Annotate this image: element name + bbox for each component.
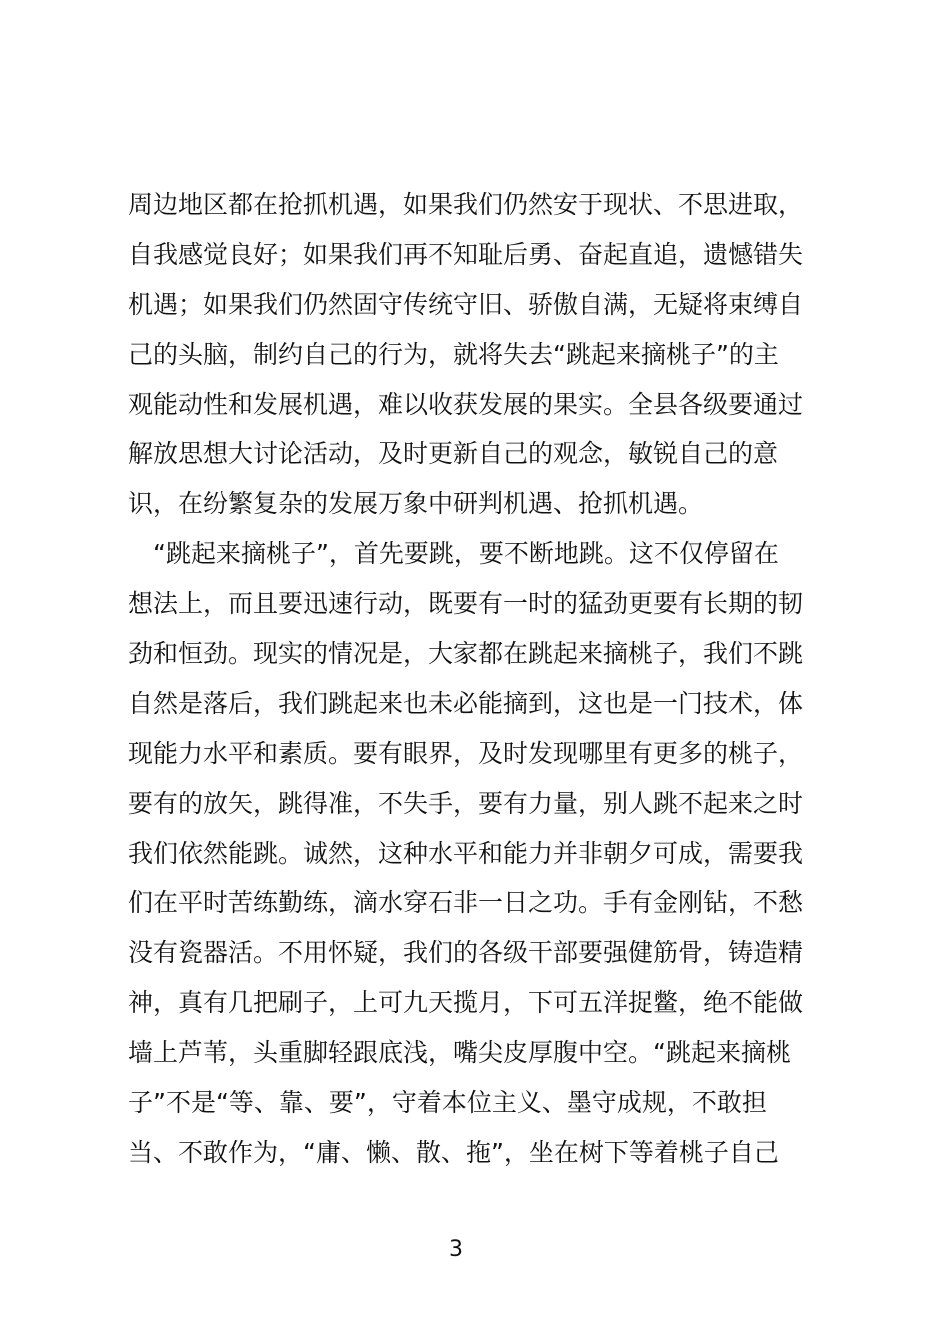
text-line: “跳起来摘桃子”，首先要跳，要不断地跳。这不仅停留在 [128, 539, 779, 569]
text-line: 解放思想大讨论活动，及时更新自己的观念，敏锐自己的意 [128, 439, 779, 469]
text-line: 们在平时苦练勤练，滴水穿石非一日之功。手有金刚钻，不愁 [128, 888, 804, 918]
text-line: 想法上，而且要迅速行动，既要有一时的猛劲更要有长期的韧 [128, 589, 804, 619]
text-line: 子”不是“等、靠、要”，守着本位主义、墨守成规，不敢担 [128, 1088, 767, 1118]
text-line: 现能力水平和素质。要有眼界，及时发现哪里有更多的桃子， [128, 738, 804, 768]
text-line: 没有瓷器活。不用怀疑，我们的各级干部要强健筋骨，铸造精 [128, 938, 804, 968]
text-line: 识，在纷繁复杂的发展万象中研判机遇、抢抓机遇。 [128, 489, 704, 519]
text-line: 观能动性和发展机遇，难以收获发展的果实。全县各级要通过 [128, 389, 804, 419]
text-line: 要有的放矢，跳得准，不失手，要有力量，别人跳不起来之时 [128, 788, 804, 818]
text-line: 墙上芦苇，头重脚轻跟底浅，嘴尖皮厚腹中空。“跳起来摘桃 [128, 1038, 791, 1068]
text-line: 我们依然能跳。诚然，这种水平和能力并非朝夕可成，需要我 [128, 838, 804, 868]
text-line: 周边地区都在抢抓机遇，如果我们仍然安于现状、不思进取， [128, 190, 804, 219]
text-line: 自然是落后，我们跳起来也未必能摘到，这也是一门技术，体 [128, 688, 804, 718]
text-line: 己的头脑，制约自己的行为，就将失去“跳起来摘桃子”的主 [128, 339, 779, 369]
body-text [128, 180, 838, 1178]
text-line: 自我感觉良好；如果我们再不知耻后勇、奋起直追，遗憾错失 [128, 239, 804, 269]
text-line: 劲和恒劲。现实的情况是，大家都在跳起来摘桃子，我们不跳 [128, 639, 804, 669]
text-line: 当、不敢作为，“庸、懒、散、拖”，坐在树下等着桃子自己 [128, 1137, 779, 1167]
page-number: 3 [449, 1237, 463, 1262]
text-line: 机遇；如果我们仍然固守传统守旧、骄傲自满，无疑将束缚自 [128, 289, 804, 319]
text-line: 神，真有几把刷子，上可九天揽月，下可五洋捉鳖，绝不能做 [128, 988, 804, 1018]
